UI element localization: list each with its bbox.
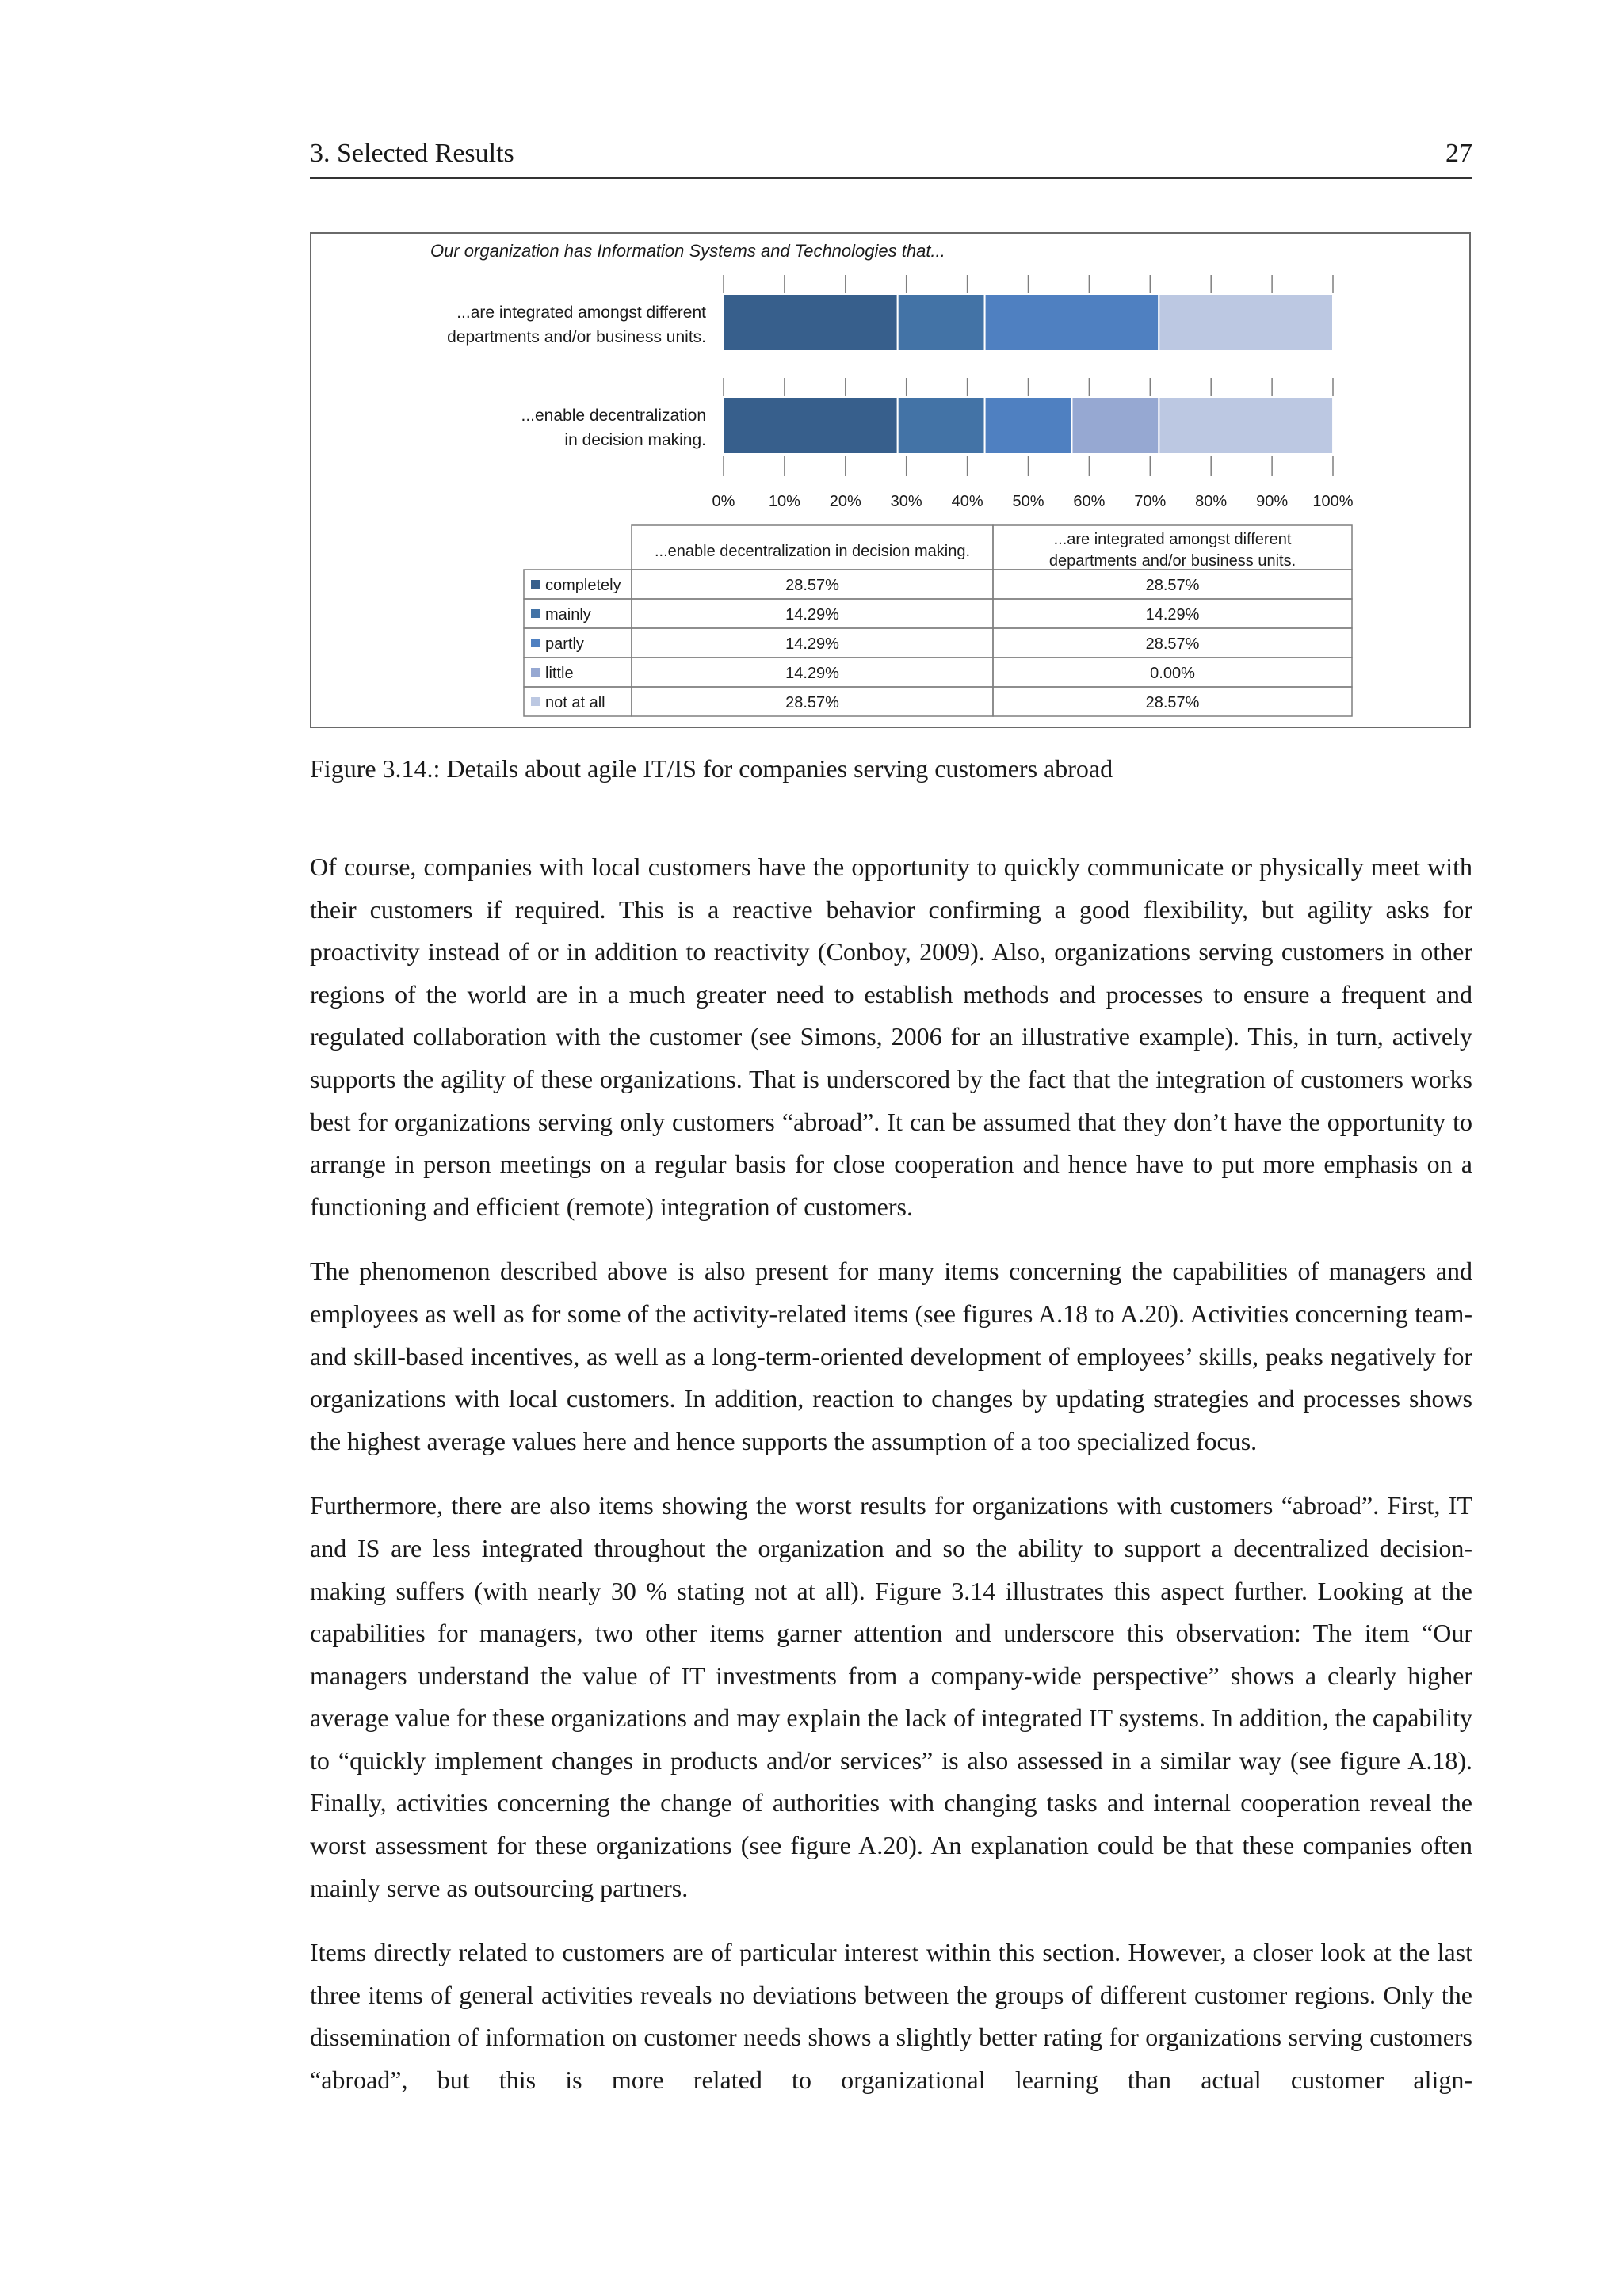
x-tick-label: 40% [951, 493, 983, 510]
category-label: departments and/or business units. [447, 328, 706, 346]
bar-segment-not-at-all [1159, 294, 1333, 351]
x-tick-label: 100% [1312, 493, 1354, 510]
table-value: 14.29% [785, 606, 839, 624]
paragraph-2: The phenomenon described above is also present for many items concerning the capabilities of managers and employees as well as for some of the activity-related items (see figures A.18 to A.20). Activities concerning team- and skill-based incentives, as well as a long-term-oriented development of employees’ skills, peaks negatively for organizations with local customers. In addition, reaction to changes by updating strategies and processes shows the highest average values here and hence supports the assumption of a too specialized focus. [310, 1257, 1472, 1455]
x-tick-label: 80% [1195, 493, 1228, 510]
page-header [310, 136, 1472, 179]
category-label: ...enable decentralization [521, 406, 706, 425]
category-label: in decision making. [564, 431, 706, 449]
x-tick-label: 70% [1134, 493, 1167, 510]
bar-segment-completely [724, 397, 898, 454]
x-tick-label: 50% [1012, 493, 1044, 510]
legend-label: mainly [545, 606, 591, 624]
x-tick-label: 60% [1073, 493, 1106, 510]
table-value: 28.57% [785, 694, 839, 711]
table-value: 28.57% [1145, 635, 1200, 653]
legend-swatch [531, 609, 540, 618]
bar-segment-completely [724, 294, 898, 351]
table-value: 14.29% [1145, 606, 1200, 624]
table-legend-cell [524, 658, 632, 687]
x-tick-label: 20% [829, 493, 861, 510]
figure-caption: Figure 3.14.: Details about agile IT/IS for companies serving customers abroad [310, 754, 1113, 783]
figure-chart [310, 232, 1471, 728]
paragraph-3: Furthermore, there are also items showing the worst results for organizations with customers “abroad”. First, IT and IS are less integrated throughout the organization and so the ability to support a decentralized decision-making suffers (with nearly 30 % stating not at all). Figure 3.14 illustrates this aspect further. Looking at the capabilities for managers, two other items garner attention and underscore this observation: The item “Our managers understand the value of IT investments from a company-wide perspective” shows a clearly higher average value for these organizations and may explain the lack of integrated IT systems. In addition, the capability to “quickly implement changes in products and/or services” is also assessed in a similar way (see figure A.18). Finally, activities concerning the change of authorities with changing tasks and internal cooperation reveal the worst assessment for these organizations (see figure A.20). An explanation could be that these companies often mainly serve as outsourcing partners. [310, 1491, 1472, 1902]
table-header-label: ...enable decentralization in decision making. [654, 543, 971, 560]
bar-segment-mainly [898, 294, 985, 351]
table-value: 28.57% [1145, 577, 1200, 594]
bar-segment-mainly [898, 397, 985, 454]
legend-swatch [531, 580, 540, 589]
bar-segment-partly [985, 397, 1072, 454]
x-tick-label: 0% [712, 493, 735, 510]
table-value: 28.57% [785, 577, 839, 594]
category-label: ...are integrated amongst different [456, 303, 706, 322]
bar-segment-little [1071, 397, 1159, 454]
page-number: 27 [1445, 139, 1472, 168]
legend-swatch [531, 668, 540, 677]
bar-segment-not-at-all [1159, 397, 1333, 454]
table-header-label: ...are integrated amongst different [1053, 531, 1292, 548]
chart-title: Our organization has Information Systems and Technologies that... [430, 241, 945, 261]
chapter-title: 3. Selected Results [310, 139, 514, 168]
legend-label: partly [545, 635, 584, 653]
x-tick-label: 90% [1256, 493, 1289, 510]
table-header-label: departments and/or business units. [1048, 552, 1296, 570]
x-tick-label: 10% [768, 493, 800, 510]
paragraph-4: Items directly related to customers are of particular interest within this section. However, a closer look at the last three items of general activities reveals no deviations between the groups of different customer regions. Only the dissemination of information on customer needs shows a slightly better rating for organizations serving customers “abroad”, but this is more related to organizational learning than actual customer align- [310, 1938, 1472, 2095]
legend-label: completely [545, 577, 621, 594]
legend-swatch [531, 639, 540, 647]
paragraph-1: Of course, companies with local customers have the opportunity to quickly communicate or physically meet with their customers if required. This is a reactive behavior confirming a good flexibility, but agility asks for proactivity instead of or in addition to reactivity (Conboy, 2009). Also, organizations serving customers in other regions of the world are in a much greater need to establish methods and processes to ensure a frequent and regulated collaboration with the customer (see Simons, 2006 for an illustrative example). This, in turn, actively supports the agility of these organizations. That is underscored by the fact that the integration of customers works best for organizations serving only customers “abroad”. It can be assumed that they don’t have the opportunity to arrange in person meetings on a regular basis for close cooperation and hence have to put more emphasis on a functioning and efficient (remote) integration of customers. [310, 852, 1472, 1221]
legend-label: little [545, 665, 574, 682]
legend-label: not at all [545, 694, 605, 711]
bar-segment-partly [985, 294, 1159, 351]
table-value: 14.29% [785, 635, 839, 653]
table-value: 28.57% [1145, 694, 1200, 711]
stacked-bar-chart [311, 234, 1469, 727]
table-value: 0.00% [1150, 665, 1195, 682]
table-value: 14.29% [785, 665, 839, 682]
legend-swatch [531, 697, 540, 706]
body-text [310, 846, 1472, 2124]
x-tick-label: 30% [890, 493, 922, 510]
